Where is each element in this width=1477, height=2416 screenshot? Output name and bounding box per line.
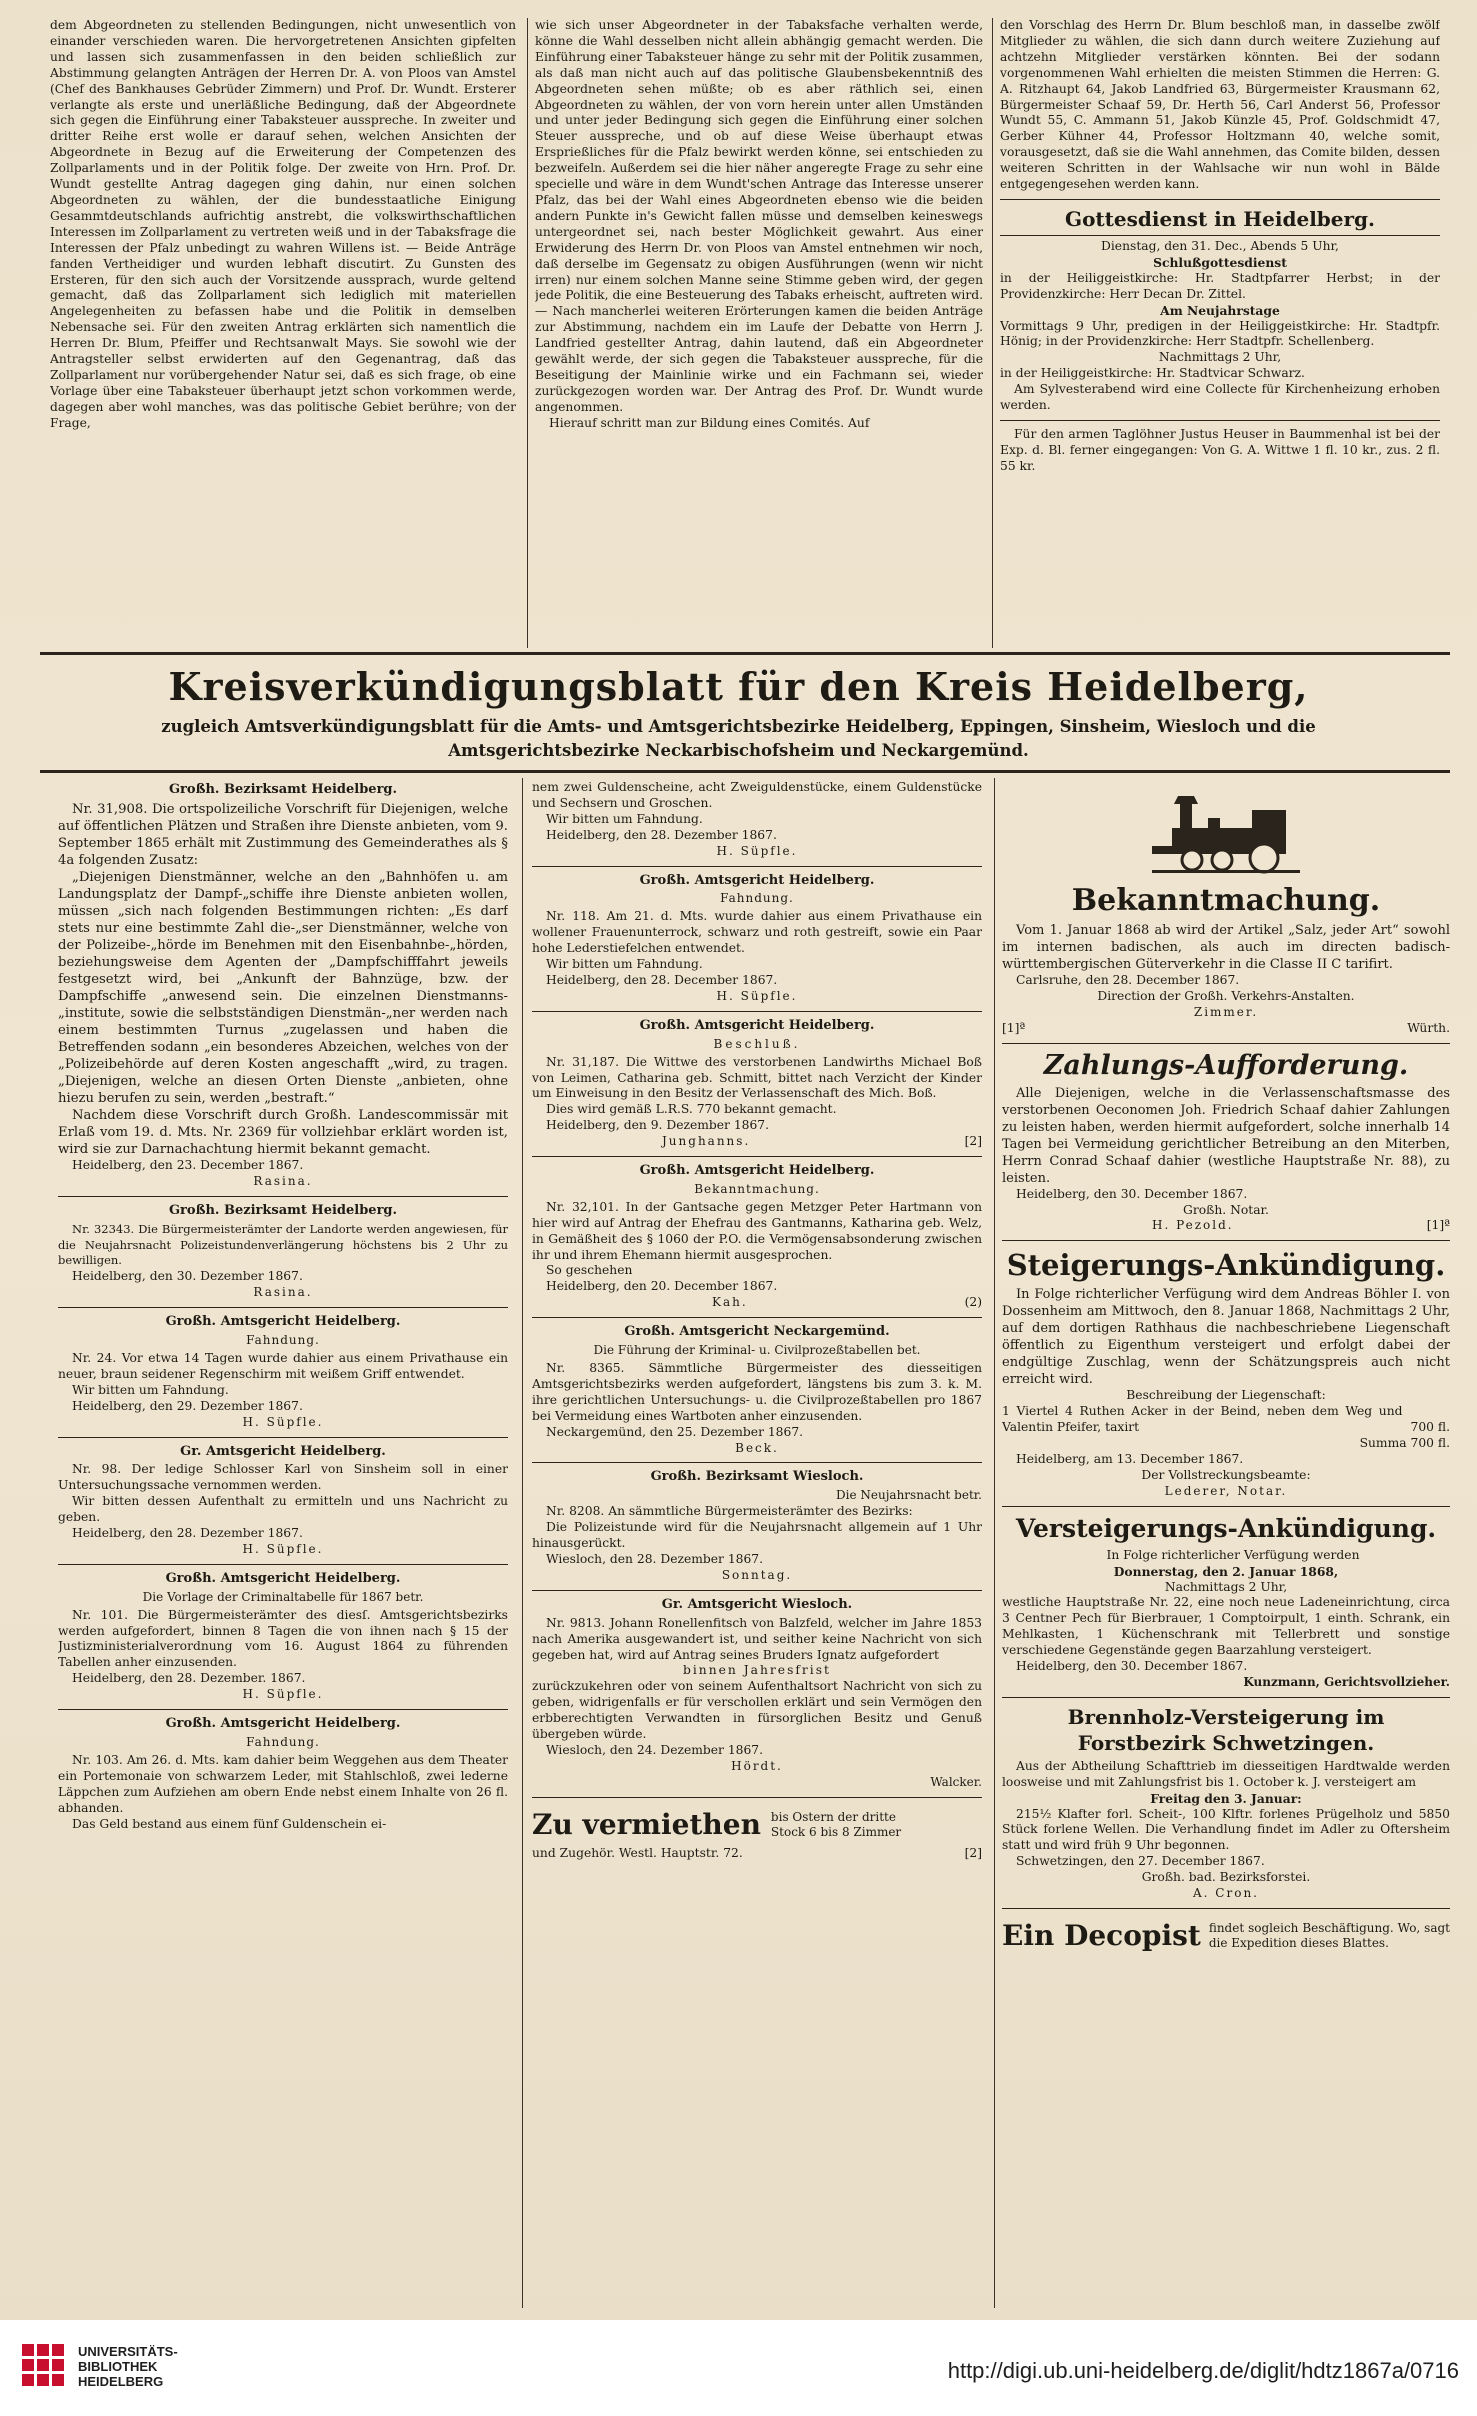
column-divider xyxy=(527,18,528,648)
notice-date: Heidelberg, den 29. Dezember 1867. xyxy=(72,1398,303,1413)
divider xyxy=(532,1462,982,1463)
ad-title: Versteigerungs-Ankündigung. xyxy=(1015,1513,1437,1543)
notice-line: Wir bitten um Fahndung. xyxy=(72,1382,229,1397)
notice-subheading: Die Führung der Kriminal- u. Civilprozeßtabellen bet. xyxy=(593,1343,921,1358)
column-divider xyxy=(522,778,523,2308)
church-line: Vormittags 9 Uhr, predigen in der Heiliggeistkirche: Hr. Stadtpfr. Hönig; in der Providenzkirche: Herr Stadtpfr. Schellenberg. xyxy=(1000,318,1440,349)
church-line: Dienstag, den 31. Dec., Abends 5 Uhr, xyxy=(1101,238,1339,253)
decopist-ad xyxy=(1002,1915,1450,1957)
footer-bar xyxy=(0,2320,1477,2416)
notice-mark: [1]ª xyxy=(1002,1020,1026,1035)
notice-signature: Hördt. xyxy=(731,1758,783,1773)
divider xyxy=(1002,1697,1450,1698)
ad-signature-row xyxy=(1002,1021,1450,1037)
notice-body: Nr. 32,101. In der Gantsache gegen Metzger Peter Hartmann von hier wird auf Antrag der Ehefrau des Gantmanns, Katharina geb. Welz, in Gemäßheit des § 1060 der P.O. die Vermögensabsonderung zwischen ihr und ihrem Ehemann hiermit ausgesprochen. xyxy=(532,1199,982,1262)
notice-date: Heidelberg, den 9. Dezember 1867. xyxy=(546,1118,770,1133)
notice-date: Wiesloch, den 28. Dezember 1867. xyxy=(546,1551,764,1566)
notice-signature: Rasina. xyxy=(253,1285,313,1300)
church-subhead: Am Neujahrstage xyxy=(1160,302,1280,318)
ad-body: In Folge richterlicher Verfügung werden xyxy=(1106,1547,1360,1562)
notice-mark: [1]ª xyxy=(1426,1218,1450,1233)
ad-title: Steigerungs-Ankündigung. xyxy=(1006,1248,1446,1283)
divider xyxy=(1002,1506,1450,1507)
notice-signature-row xyxy=(532,1134,982,1150)
divider xyxy=(532,1797,982,1798)
notice-heading: Großh. Amtsgericht Heidelberg. xyxy=(639,872,875,888)
library-logo-icon xyxy=(20,2342,66,2388)
notice-heading: Großh. Amtsgericht Heidelberg. xyxy=(165,1716,401,1732)
divider xyxy=(532,866,982,867)
church-title: Gottesdienst in Heidelberg. xyxy=(1064,206,1375,231)
library-name-line: UNIVERSITÄTS- xyxy=(78,2344,178,2359)
notice-signature: H. Süpfle. xyxy=(242,1414,324,1429)
notice-date: Wiesloch, den 24. Dezember 1867. xyxy=(546,1742,764,1757)
divider xyxy=(58,1564,508,1565)
notice-heading: Gr. Amtsgericht Heidelberg. xyxy=(180,1443,386,1459)
ad-body: Alle Diejenigen, welche in die Verlassenschaftsmasse des verstorbenen Oeconomen Joh. Friedrich Schaaf dahier Zahlungen zu leisten haben, werden hiermit aufgefordert, solche innerhalb 14 Tagen bei Vermeidung gerichtlicher Betreibung an den Miterben, Herrn Conrad Schaaf dahier (westliche Hauptstraße Nr. 88), zu leisten. xyxy=(1002,1085,1450,1186)
church-subhead: Schlußgottesdienst xyxy=(1153,254,1287,270)
ad-price: 700 fl. xyxy=(1410,1420,1450,1435)
ad-date: Heidelberg, am 13. December 1867. xyxy=(1016,1451,1244,1466)
rent-line: bis Ostern der dritte xyxy=(770,1809,896,1824)
notice-signature: Junghanns. xyxy=(662,1134,751,1149)
ad-body: findet sogleich Beschäftigung. Wo, sagt die Expedition dieses Blattes. xyxy=(1208,1921,1450,1950)
notice-body: Nr. 8365. Sämmtliche Bürgermeister des diesseitigen Amtsgerichtsbezirks werden aufgefordert, längstens bis zum 3. k. M. ihre gerichtlichen Untersuchungs- u. die Civilprozeßtabellen pro 1867 bei Vermeidung eines Wartboten anher einzusenden. xyxy=(532,1361,982,1423)
notice-date: Heidelberg, den 23. December 1867. xyxy=(72,1157,304,1172)
notice-signature: H. Süpfle. xyxy=(242,1541,324,1556)
notice-signature: H. Süpfle. xyxy=(242,1687,324,1702)
ad-title: Brennholz-Versteigerung im Forstbezirk Schwetzingen. xyxy=(1067,1704,1385,1755)
notice-heading: Großh. Amtsgericht Heidelberg. xyxy=(639,1163,875,1179)
ad-signature-row xyxy=(1002,1218,1450,1234)
notice-heading: Großh. Bezirksamt Heidelberg. xyxy=(168,1202,398,1218)
ad-item-row xyxy=(1002,1404,1450,1436)
divider xyxy=(532,1590,982,1591)
column-divider xyxy=(992,18,993,648)
notice-signature: H. Süpfle. xyxy=(716,988,798,1003)
ad-body: Aus der Abtheilung Schafttrieb im diesseitigen Hardtwalde werden loosweise und mit Zahlungsfrist bis 1. October k. J. versteigert am xyxy=(1002,1758,1450,1789)
notice-body: Nr. 101. Die Bürgermeisterämter des diesſ. Amtsgerichtsbezirks werden aufgefordert, binnen 8 Tagen die von ihnen nach § 15 der Justizministerialverordnung vom 16. August 1864 zu führenden Tabellen anher einzusenden. xyxy=(58,1607,508,1670)
ad-title: Bekanntmachung. xyxy=(1071,883,1381,918)
notice-line: Wir bitten dessen Aufenthalt zu ermitteln und uns Nachricht zu geben. xyxy=(58,1494,508,1525)
divider xyxy=(532,1156,982,1157)
rent-line-row xyxy=(532,1846,982,1862)
divider xyxy=(58,1196,508,1197)
ad-item: 1 Viertel 4 Ruthen Acker in der Beind, neben dem Weg und Valentin Pfeifer, taxirt xyxy=(1002,1404,1403,1435)
notice-body: Nr. 31,187. Die Wittwe des verstorbenen Landwirths Michael Boß von Leimen, Catharina geb. Schmitt, bittet nach Verzicht der Kinder um Einweisung in den Besitz der Verlassenschaft des Mich. Boß. xyxy=(532,1054,982,1101)
notice-mark: [2] xyxy=(964,1845,982,1860)
notice-mark: (2) xyxy=(964,1295,982,1310)
masthead-title: Kreisverkündigungsblatt für den Kreis Heidelberg, xyxy=(168,664,1309,709)
column-divider xyxy=(994,778,995,2308)
notice-heading: Großh. Bezirksamt Wiesloch. xyxy=(650,1469,864,1485)
notice-subheading: Beschluß. xyxy=(713,1036,801,1051)
notice-heading: Großh. Amtsgericht Heidelberg. xyxy=(165,1570,401,1586)
divider xyxy=(58,1307,508,1308)
masthead-rule-top xyxy=(40,652,1450,655)
notice-signature: Beck. xyxy=(735,1440,779,1455)
article-paragraph: dem Abgeordneten zu stellenden Bedingungen, nicht unwesentlich von einander verschieden waren. Die hervorgetretenen Ansichten gipfelten und lassen sich zusammenfassen in den beiden schließlich zur Abstimmung gelangten Anträgen der Herren Dr. A. von Ploos van Amstel (Chef des Bankhauses Gebrüder Zimmern) und Prof. Dr. Wundt. Ersterer verlangte als erste und unerläßliche Bedingung, daß der Abgeordnete sich gegen die Einführung einer Tabaksteuer ausspreche. In zweiter und dritter Reihe erst wolle er darauf sehen, welchen Ansichten der Abgeordnete in Bezug auf die Erweiterung der Competenzen des Zollparlaments und in der Politik folge. Der zweite von Hrn. Prof. Dr. Wundt gestellte Antrag dagegen ging dahin, nur einen solchen Abgeordneten zu wählen, der die bundesstaatliche Einigung Gesammtdeutschlands aufrichtig anstrebt, die volkswirthschaftlichen Interessen im Zollparlament zu vertreten weiß und in der Tabaksfrage die Interessen der Pfalz unbedingt zu wahren Willens ist. — Beide Anträge fanden Vertheidiger und wurden lebhaft discutirt. Zu Gunsten des Ersteren, für den sich auch der Vorsitzende aussprach, wurde geltend gemacht, daß das Zollparlament sich lediglich mit materiellen Angelegenheiten zu befassen habe und die Politik in demselben Nebensache sei. Für den zweiten Antrag erklärten sich namentlich die Herren Dr. Blum, Pfeiffer und Rechtsanwalt Mays. Sie sowohl wie der Antragsteller selbst erwiderten auf den Gegenantrag, daß das Zollparlament nur vorübergehender Natur sei, daß es sich frage, ob eine Vorlage über eine Tabaksteuer überhaupt jetzt schon vorkommen werde, dagegen aber wohl manches, was das politische Gebiet berühre; von der Frage, xyxy=(50,18,516,430)
notice-date: Heidelberg, den 20. December 1867. xyxy=(546,1279,778,1294)
notice-body: Nr. 98. Der ledige Schlosser Karl von Sinsheim soll in einer Untersuchungssache vernommen werden. xyxy=(58,1462,508,1493)
notice-subheading: Bekanntmachung. xyxy=(694,1181,820,1196)
top-column-3 xyxy=(1000,18,1440,650)
notices-column-right xyxy=(1002,780,1450,2312)
locomotive-icon xyxy=(1002,780,1450,880)
church-notice xyxy=(1000,206,1440,414)
notice-subheading: Fahndung. xyxy=(246,1735,320,1749)
notice-subheading: Die Neujahrsnacht betr. xyxy=(835,1488,982,1503)
divider xyxy=(532,1011,982,1012)
notice-body: Nr. 118. Am 21. d. Mts. wurde dahier aus einem Privathause ein wollener Frauenunterrock, schwarz und roth gestreift, sowie ein Paar hohe Lederstiefelchen entwendet. xyxy=(532,909,982,956)
rent-ad xyxy=(532,1804,982,1846)
ad-signature: H. Pezold. xyxy=(1152,1218,1234,1233)
notice-line: Die Polizeistunde wird für die Neujahrsnacht allgemein auf 1 Uhr hinausgerückt. xyxy=(532,1520,982,1551)
article-paragraph: wie sich unser Abgeordneter in der Tabaksfache verhalten werde, könne die Wahl desselben nicht allein abhängig gemacht werden. Die Einführung einer Tabaksteuer hänge zu sehr mit der Politik zusammen, als daß man nicht auch auf das politische Glaubensbekenntniß des Abgeordneten sehen müßte; ob es aber räthlich sei, einen Abgeordneten zu wählen, der von vorn herein unter allen Umständen und unter jeder Bedingung sich gegen die Einführung einer solchen Steuer ausspreche, und ob auf diese Weise überhaupt etwas Ersprießliches für die Pfalz bewirkt werden könne, sei entschieden zu bezweifeln. Außerdem sei die hier näher angeregte Frage zu sehr eine specielle und wäre in dem Wundt'schen Antrage das Interesse unserer Pfalz, das bei der Wahl eines Abgeordneten ebenso wie die beiden andern Punkte in's Gewicht fallen müsse und demselben keineswegs untergeordnet sei, nach bester Möglichkeit gewahrt. Aus einer Erwiderung des Herrn Dr. von Ploos van Amstel entnehmen wir noch, daß derselbe im Gegensatz zu obigen Ausführungen (wenn wir nicht irren) nur einem solchen Manne seine Stimme geben wird, der gegen jede Politik, die eine Besteuerung des Tabaks erheischt, auftreten wird. — Nach mancherlei weiteren Erörterungen kamen die beiden Anträge zur Abstimmung, nachdem ein im Laufe der Debatte von Herrn J. Landfried gestellter Antrag, dahin lautend, daß ein Abgeordneter gewählt werde, der sich gegen die Tabaksteuer ausspreche, für die Beseitigung der Mainlinie wirke und ein Fachmann sei, wieder zurückgezogen worden war. Der Antrag des Prof. Dr. Wundt wurde angenommen. xyxy=(535,18,983,414)
ad-date: Heidelberg, den 30. December 1867. xyxy=(1016,1659,1248,1674)
notice-line: So geschehen xyxy=(546,1263,633,1278)
top-column-2 xyxy=(535,18,983,650)
notice-heading: Großh. Amtsgericht Neckargemünd. xyxy=(624,1324,890,1340)
notice-date: Heidelberg, den 28. Dezember 1867. xyxy=(72,1526,303,1541)
notices-column-middle xyxy=(532,780,982,2312)
notice-signature-row xyxy=(532,1295,982,1311)
divider xyxy=(1002,1043,1450,1044)
ad-body: In Folge richterlicher Verfügung wird dem Andreas Böhler I. von Dossenheim am Mittwoch, den 8. Januar 1868, Nachmittags 2 Uhr, auf dem dortigen Rathhaus die nachbeschriebene Liegenschaft öffentlich zu Eigenthum versteigert und erfolgt dabei der endgültige Zuschlag, wenn der Schätzungspreis auch nicht erreicht wird. xyxy=(1002,1287,1450,1388)
ad-subheading: Beschreibung der Liegenschaft: xyxy=(1126,1388,1326,1403)
notice-subheading: Fahndung. xyxy=(246,1333,320,1348)
church-line: Am Sylvesterabend wird eine Collecte für Kirchenheizung erhoben werden. xyxy=(1000,382,1440,413)
divider xyxy=(1000,420,1440,421)
rent-line: Stock 6 bis 8 Zimmer xyxy=(770,1824,902,1839)
ad-signature: Lederer, Notar. xyxy=(1164,1483,1288,1498)
notice-body: nem zwei Guldenscheine, acht Zweiguldenstücke, einem Guldenstücke und Sechsern und Groschen. xyxy=(532,780,982,810)
notices-column-left xyxy=(58,780,508,2312)
notice-body: zurückzukehren oder von seinem Aufenthaltsort Nachricht von sich zu geben, widrigenfalls er für verschollen erklärt und sein Vermögen den erbberechtigten Verwandten in fürsorglichen Besitz und Genuß übergeben würde. xyxy=(532,1679,982,1742)
notice-body: Nachdem diese Vorschrift durch Großh. Landescommissär mit Erlaß vom 19. d. Mts. Nr. 2369 für vollziehbar erklärt worden ist, wird sie zur Darnachachtung hiermit bekannt gemacht. xyxy=(58,1107,508,1157)
rent-line: und Zugehör. Westl. Hauptstr. 72. xyxy=(532,1845,743,1860)
rent-text xyxy=(771,1810,901,1840)
ad-signature: Würth. xyxy=(1407,1020,1450,1035)
divider xyxy=(532,1317,982,1318)
divider xyxy=(1000,199,1440,200)
notice-heading: Großh. Amtsgericht Heidelberg. xyxy=(165,1314,401,1330)
notice-quote: „Diejenigen Dienstmänner, welche an den „Bahnhöfen u. am Landungsplatz der Dampf-„schiffe ihre Dienste anbieten wollen, müssen „sich nach folgenden Bestimmungen richten: „Es darf stets nur eine bestimmte Zahl die-„ser Dienstmänner, welche von der Polizeibe-„hörde im Benehmen mit den Eisenbahnbe-„hörden, beziehungsweise dem Agenten der „Dampfschifffahrt jeweils festgesetzt wird, bei „Ankunft der Bahnzüge, bzw. der Dampfschiffe „anwesend sein. Die einzelnen Dienstmanns-„institute, sowie die selbstständigen Dienstmän-„ner werden nach einem bestimmten Turnus „zugelassen und haben die Betreffenden sodann „ein besonderes Abzeichen, welches von der „Polizeibehörde auf deren Kosten angeschafft „wird, zu tragen. „Diejenigen, welche an diesen Orten Dienste „anbieten, ohne hiezu berufen zu sein, werden „bestraft.“ xyxy=(58,869,508,1106)
ad-body: Vom 1. Januar 1868 ab wird der Artikel „Salz, jeder Art“ sowohl im internen badischen, als auch im directen badisch-württembergischen Güterverkehr in die Classe II C tarifirt. xyxy=(1002,923,1450,972)
notice-line: Wir bitten um Fahndung. xyxy=(546,957,703,972)
divider xyxy=(58,1437,508,1438)
notice-line: Dies wird gemäß L.R.S. 770 bekannt gemacht. xyxy=(546,1102,837,1117)
notice-signature: Kah. xyxy=(712,1295,748,1310)
donation-note: Für den armen Taglöhner Justus Heuser in Baummenhal ist bei der Exp. d. Bl. ferner eingegangen: Von G. A. Wittwe 1 fl. 10 kr., zus. 2 fl. 55 kr. xyxy=(1000,426,1440,473)
divider xyxy=(58,1709,508,1710)
divider xyxy=(1002,1908,1450,1909)
notice-date: Heidelberg, den 28. December 1867. xyxy=(546,972,778,987)
ad-date: Schwetzingen, den 27. December 1867. xyxy=(1016,1854,1265,1869)
church-line: Nachmittags 2 Uhr, xyxy=(1158,350,1282,365)
ad-signature: Der Vollstreckungsbeamte: xyxy=(1141,1467,1311,1482)
notice-signature: Rasina. xyxy=(253,1173,313,1188)
notice-signature: H. Süpfle. xyxy=(716,843,798,858)
divider xyxy=(1000,235,1440,236)
church-line: in der Heiliggeistkirche: Hr. Stadtvicar Schwarz. xyxy=(1000,366,1305,381)
ad-body: 215½ Klafter forl. Scheit-, 100 Klftr. forlenes Prügelholz und 5850 Stück forlene Wellen. Die Verhandlung findet im Adler zu Oftersheim statt und wird früh 9 Uhr begonnen. xyxy=(1002,1806,1450,1853)
library-name-line: HEIDELBERG xyxy=(78,2374,164,2389)
ad-when: Freitag den 3. Januar: xyxy=(1150,1790,1302,1806)
ad-time: Nachmittags 2 Uhr, xyxy=(1164,1579,1288,1594)
notice-heading: Gr. Amtsgericht Wiesloch. xyxy=(661,1596,853,1612)
notice-body: Nr. 31,908. Die ortspolizeiliche Vorschrift für Diejenigen, welche auf öffentlichen Plätzen und Straßen ihre Dienste anbieten, vom 9. September 1865 erhält mit Zustimmung des Gemeinderathes als § 4a folgenden Zusatz: xyxy=(58,801,508,868)
notice-heading: Großh. Amtsgericht Heidelberg. xyxy=(639,1017,875,1033)
locomotive-illustration xyxy=(1002,780,1450,880)
masthead-subtitle: zugleich Amtsverkündigungsblatt für die Amts- und Amtsgerichtsbezirke Heidelberg, Eppingen, Sinsheim, Wiesloch und die xyxy=(161,717,1316,736)
ad-sum-label: Summa xyxy=(1359,1436,1407,1451)
ad-date: Heidelberg, den 30. December 1867. xyxy=(1016,1186,1248,1201)
divider xyxy=(1002,1240,1450,1241)
notice-emphasis: binnen Jahresfrist xyxy=(682,1663,831,1678)
ad-sum: 700 fl. xyxy=(1410,1436,1450,1451)
notice-line: Wir bitten um Fahndung. xyxy=(546,811,703,826)
notice-signature: Walcker. xyxy=(930,1774,982,1789)
masthead-subtitle: Amtsgerichtsbezirke Neckarbischofsheim und Neckargemünd. xyxy=(448,741,1029,760)
top-column-1 xyxy=(50,18,516,650)
ad-title: Zahlungs-Aufforderung. xyxy=(1043,1049,1409,1081)
church-line: in der Heiliggeistkirche: Hr. Stadtpfarrer Herbst; in der Providenzkirche: Herr Decan Dr. Zittel. xyxy=(1000,270,1440,301)
ad-body: westliche Hauptstraße Nr. 22, eine noch neue Ladeneinrichtung, circa 3 Centner Pech für Bierbrauer, 1 Comptoirpult, 1 einth. Schrank, ein Mehlkasten, 1 Küchenschrank mit Tellerbrett und sonstige verschiedene Gegenstände gegen Baarzahlung versteigert. xyxy=(1002,1595,1450,1658)
notice-signature: Sonntag. xyxy=(721,1567,793,1582)
ad-signature: Direction der Großh. Verkehrs-Anstalten. xyxy=(1097,988,1355,1003)
notice-date: Heidelberg, den 30. Dezember 1867. xyxy=(72,1269,303,1284)
library-name-line: BIBLIOTHEK xyxy=(78,2359,158,2374)
notice-body: Nr. 9813. Johann Ronellenfitsch von Balzfeld, welcher im Jahre 1853 nach Amerika ausgewandert ist, und seither keine Nachricht von sich gegeben hat, wird auf Antrag seines Bruders Ignatz aufgefordert xyxy=(532,1615,982,1662)
notice-date: Heidelberg, den 28. Dezember. 1867. xyxy=(72,1671,306,1686)
ad-sum-row xyxy=(1002,1436,1450,1452)
ad-date: Carlsruhe, den 28. December 1867. xyxy=(1016,973,1240,987)
ad-title: Ein Decopist xyxy=(1002,1919,1201,1952)
notice-body: Nr. 103. Am 26. d. Mts. kam dahier beim Weggehen aus dem Theater ein Portemonaie von schwarzem Leder, mit Stahlschloß, zwei lederne Läppchen zum Aufziehen am obern Ende nebst einem Inhalte von 26 fl. abhanden. xyxy=(58,1752,508,1815)
ad-signature: Kunzmann, Gerichtsvollzieher. xyxy=(1243,1674,1450,1689)
notice-body: Nr. 32343. Die Bürgermeisterämter der Landorte werden angewiesen, für die Neujahrsnacht Polizeistundenverlängerung höchstens bis 2 Uhr zu bewilligen. xyxy=(58,1221,508,1268)
article-paragraph: Hierauf schritt man zur Bildung eines Comités. Auf xyxy=(549,415,870,430)
source-url[interactable]: http://digi.ub.uni-heidelberg.de/diglit/hdtz1867a/0716 xyxy=(947,2358,1459,2383)
university-library-logo xyxy=(20,2342,66,2388)
notice-subheading: Die Vorlage der Criminaltabelle für 1867 betr. xyxy=(142,1589,424,1604)
masthead-rule-bottom xyxy=(40,770,1450,773)
notice-body: Das Geld bestand aus einem fünf Guldenschein ei- xyxy=(72,1816,387,1831)
notice-subheading: Fahndung. xyxy=(720,891,794,906)
ad-signature: Großh. Notar. xyxy=(1183,1202,1269,1217)
rent-title: Zu vermiethen xyxy=(532,1807,761,1841)
ad-signature: Großh. bad. Bezirksforstei. xyxy=(1141,1870,1311,1885)
notice-heading: Großh. Bezirksamt Heidelberg. xyxy=(168,782,398,797)
notice-body: Nr. 24. Vor etwa 14 Tagen wurde dahier aus einem Privathause ein neuer, braun seidener Regenschirm mit weißem Griff entwendet. xyxy=(58,1350,508,1381)
notice-body: Nr. 8208. An sämmtliche Bürgermeisterämter des Bezirks: xyxy=(546,1504,913,1519)
notice-date: Neckargemünd, den 25. Dezember 1867. xyxy=(546,1424,804,1439)
library-name xyxy=(78,2344,178,2389)
ad-when: Donnerstag, den 2. Januar 1868, xyxy=(1113,1563,1339,1579)
ad-signature: A. Cron. xyxy=(1193,1886,1259,1901)
article-paragraph: den Vorschlag des Herrn Dr. Blum beschloß man, in dasselbe zwölf Mitglieder zu wählen, die sich dann durch weitere Zuziehung auf achtzehn Mitglieder verstärken könnten. Bei der sodann vorgenommenen Wahl erhielten die meisten Stimmen die Herren: G. A. Ritzhaupt 64, Jakob Landfried 63, Bürgermeister Krausmann 62, Bürgermeister Schaaf 59, Dr. Herth 56, Carl Anderst 56, Professor Wundt 55, C. Ammann 51, Jakob Künzle 45, Prof. Goldschmidt 47, Gerber Kühner 44, Professor Holtzmann 40, welche somit, vorausgesetzt, daß sie die Wahl annehmen, das Comite bilden, dessen weiteren Schritten in der Wahlsache wir nun wohl in Bälde entgegengesehen werden kann. xyxy=(1000,18,1440,192)
notice-date: Heidelberg, den 28. Dezember 1867. xyxy=(546,827,777,842)
ad-signature: Zimmer. xyxy=(1193,1004,1259,1019)
notice-mark: [2] xyxy=(964,1134,982,1149)
